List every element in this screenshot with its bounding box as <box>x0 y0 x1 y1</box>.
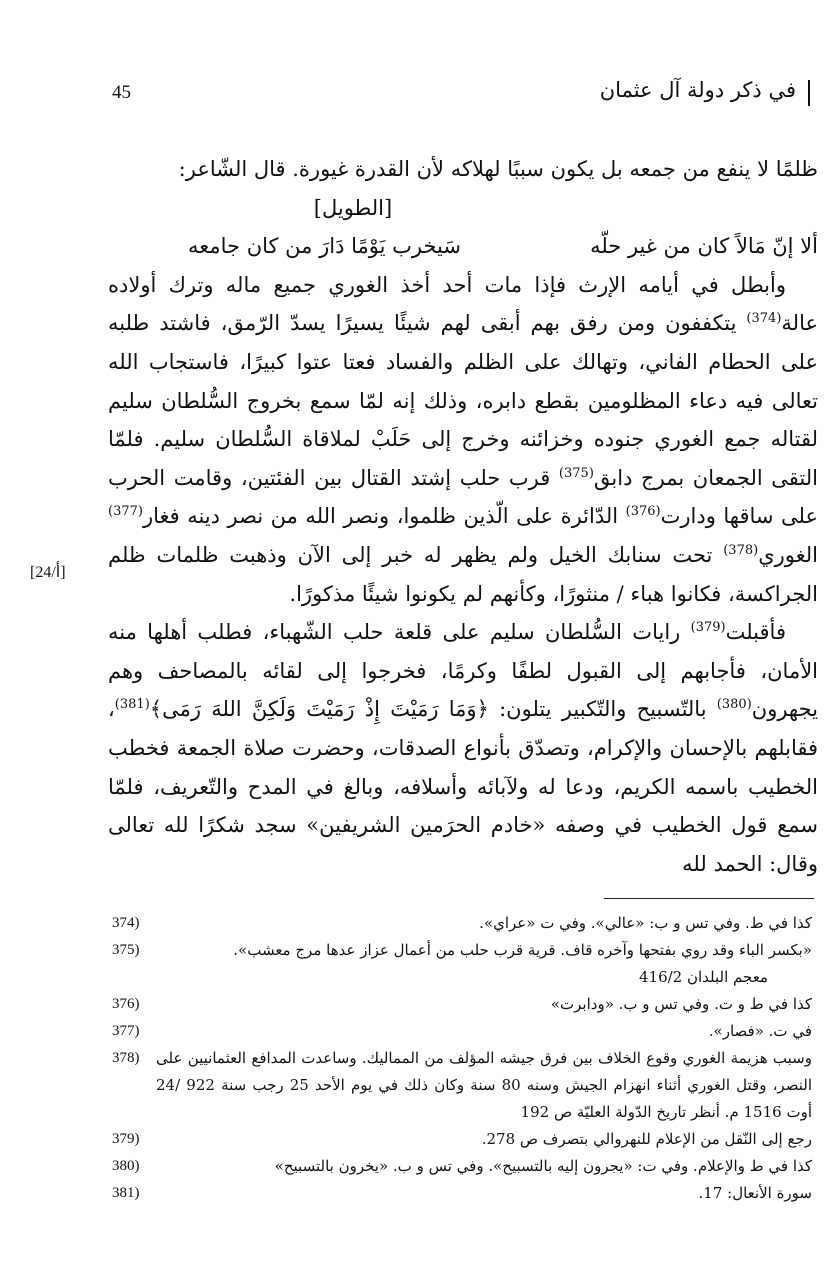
text-line: ظلمًا لا ينفع من جمعه بل يكون سببًا لهلاكه لأن القدرة غيورة. قال الشّاعر: <box>178 157 818 181</box>
paragraph-text: الدّائرة على الّذين ظلموا، ونصر الله من نصر دينه فغار <box>142 504 626 529</box>
footnote-continuation: معجم البلدان 416/2 <box>639 968 768 986</box>
paragraph-text: بالتّسبيح والتّكبير يتلون: ﴿وَمَا رَمَيْتَ إِذْ رَمَيْتَ وَلَكِنَّ اللهَ رَمَى﴾ <box>149 697 717 722</box>
folio-marker: [24/أ] <box>30 564 66 581</box>
footnote-text: كذا في ط و ت. وفي تس و ب. «ودابرت» <box>550 995 812 1013</box>
footnote <box>112 1126 818 1153</box>
running-header <box>112 78 810 114</box>
footnote-ref[interactable]: (374) <box>746 311 782 327</box>
chapter-title: في ذكر دولة آل عثمان <box>599 78 796 102</box>
paragraph-text: قرب حلب إشتد القتال بين الفئتين، وقامت الحرب على ساقها ودارت <box>108 465 818 529</box>
paragraph <box>108 266 818 613</box>
footnote-text: كذا في ط والإعلام. وفي ت: «يجرون إليه بالتسبيح». وفي تس و ب. «يخرون بالتسبيح» <box>274 1157 812 1175</box>
footnote-separator <box>604 898 814 899</box>
verse-second-hemistich: سَيخرب يَوْمًا دَارَ من كان جامعه <box>188 234 461 259</box>
footnote-text: «بكسر الباء وقد روي بفتحها وآخره قاف. قرية قرب حلب من أعمال عزاز عدها مرج معشب». <box>233 941 812 959</box>
footnote-number: 377) <box>112 1023 140 1039</box>
footnote <box>112 1153 818 1180</box>
footnote-text: وسبب هزيمة الغوري وقوع الخلاف بين فرق جيشه المؤلف من المماليك. وساعدت المدافع العثمانيين على النصر، وقتل الغوري أثناء انهزام الجيش وسنه 80 سنة وكان ذلك في يوم الأحد 25 رجب سنة 922 /24 أوت 1516 م. أنظر تاريخ الدّولة العليّة ص 192 <box>156 1049 812 1121</box>
paragraph-text: وأبطل في أيامه الإرث فإذا مات أحد أخذ الغوري جميع ماله وترك أولاده عالة <box>108 272 818 336</box>
footnote-ref[interactable]: (377) <box>108 504 143 520</box>
footnote-text: سورة الأنعال: 17. <box>698 1184 812 1202</box>
footnotes <box>112 910 818 1207</box>
footnote-number: 374) <box>112 915 140 931</box>
footnote <box>112 991 818 1018</box>
header-bar <box>808 80 810 106</box>
footnote <box>112 1045 818 1126</box>
footnote-ref[interactable]: (379) <box>690 620 726 636</box>
footnote-text: كذا في ط. وفي تس و ب: «عالي». وفي ت «عراي». <box>479 914 812 932</box>
footnote-text: في ت. «فصار». <box>708 1022 812 1040</box>
footnote-number: 376) <box>112 996 140 1012</box>
paragraph-text: تحت سنابك الخيل ولم يظهر له خبر إلى الآن وذهبت ظلمات ظلم الجراكسة، فكانوا هباء / منثورًا، وكأنهم لم يكونوا شيئًا مذكورًا. <box>108 542 818 606</box>
footnote <box>112 910 818 937</box>
footnote <box>112 1180 818 1207</box>
paragraph-text: يتكففون ومن رفق بهم أبقى لهم شيئًا يسيرًا يسدّ الرّمق، فاشتد طلبه على الحطام الفاني، وتهالك على الظلم والفساد فعتا عتوا كبيرًا، فاستجاب الله تعالى فيه دعاء المظلومين بقطع دابره، وذلك إنه لمّا سمع بخروج السُّلطان سليم لقتاله جمع الغوري جنوده وخزائنه وخرج إلى حَلَبْ لملاقاة السُّلطان سليم. فلمّا التقى الجمعان بمرج دابق <box>108 311 818 490</box>
footnote-ref[interactable]: (380) <box>716 697 752 713</box>
verse-first-hemistich: ألا إنّ مَالاً كان من غير حلّه <box>590 234 818 259</box>
paragraph-text: ، فقابلهم بالإحسان والإكرام، وتصدّق بأنواع الصدقات، وحضرت صلاة الجمعة فخطب الخطيب باسمه الكريم، ودعا له ولآبائه وأسلافه، وبالغ في المدح والتّعريف، فلمّا سمع قول الخطيب في وصفه «خادم الحرَمين الشريفين» سجد شكرًا لله تعالى وقال: الحمد لله <box>108 697 819 876</box>
verse-meter: [الطويل] <box>313 195 393 220</box>
footnote-ref[interactable]: (376) <box>625 504 661 520</box>
page-number: 45 <box>112 82 131 103</box>
footnote-number: 375) <box>112 942 140 958</box>
footnote-number: 381) <box>112 1185 140 1201</box>
paragraph-text: فأقبلت <box>725 620 786 645</box>
paragraph-text: الغوري <box>758 542 818 567</box>
footnote-number: 380) <box>112 1158 140 1174</box>
footnote <box>112 937 818 964</box>
paragraph <box>108 613 818 883</box>
footnote-ref[interactable]: (378) <box>723 542 759 558</box>
main-text <box>108 150 818 883</box>
footnote-number: 379) <box>112 1131 140 1147</box>
paragraph-text: رايات السُّلطان سليم على قلعة حلب الشّهباء، فطلب أهلها منه الأمان، فأجابهم إلى القبول لطفًا وكرمًا، فخرجوا إلى لقائه بالمصاحف وهم يجهرون <box>108 620 818 722</box>
footnote-text: رجع إلى النّقل من الإعلام للنهروالي بتصرف ص 278. <box>481 1130 812 1148</box>
footnote-number: 378) <box>112 1050 140 1066</box>
footnote-ref[interactable]: (381) <box>114 697 150 713</box>
footnote-ref[interactable]: (375) <box>558 465 594 481</box>
footnote <box>112 1018 818 1045</box>
poem-verse <box>108 227 818 266</box>
